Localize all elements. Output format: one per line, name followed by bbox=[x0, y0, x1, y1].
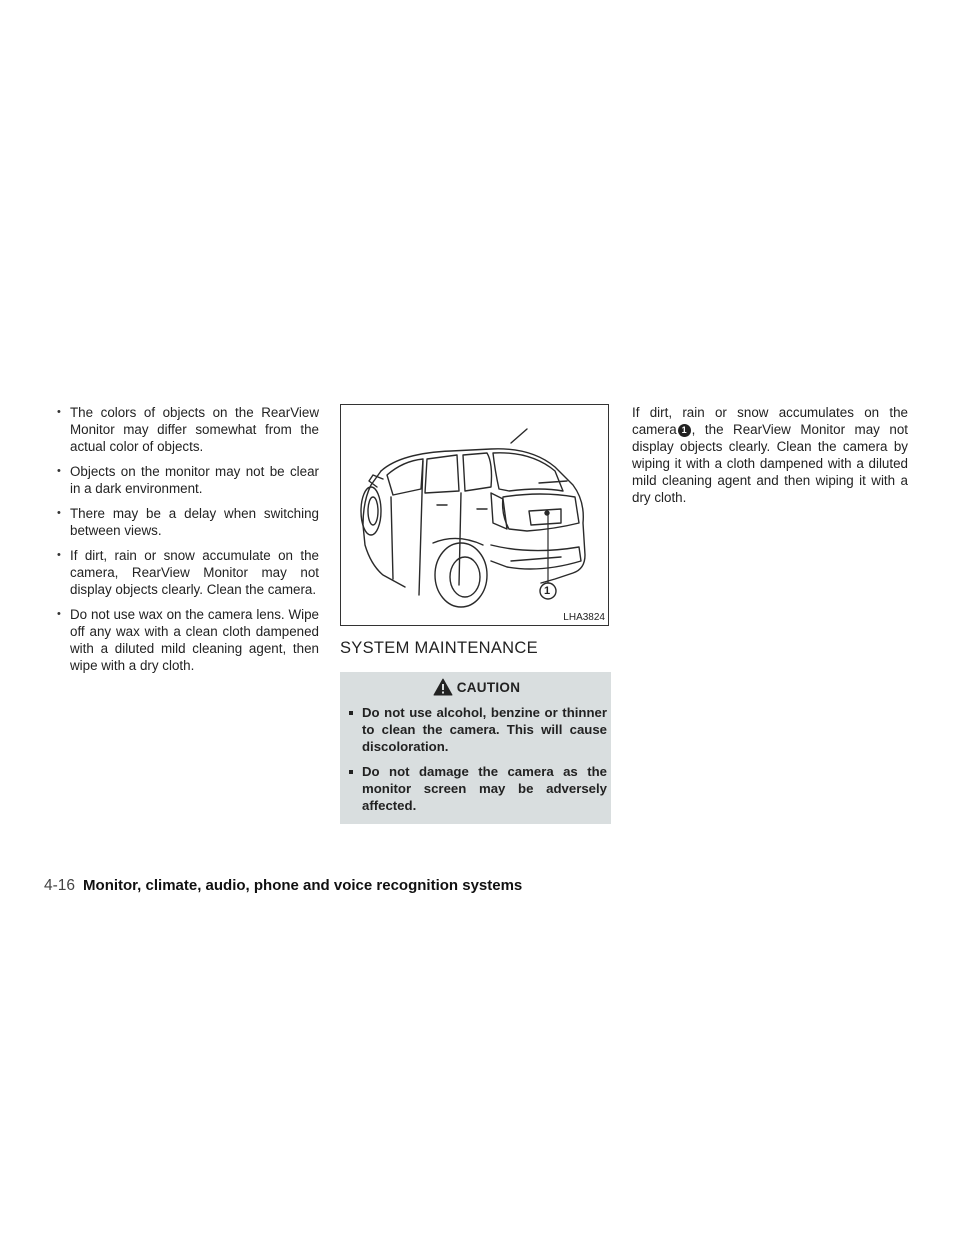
list-item: • If dirt, rain or snow accumulate on the camera, RearView Monitor may not display objects clearly. Clean the camera. bbox=[54, 547, 319, 598]
warning-triangle-icon bbox=[433, 678, 453, 696]
caution-box bbox=[340, 672, 611, 824]
left-column bbox=[54, 404, 319, 682]
page-footer bbox=[44, 877, 522, 895]
paragraph-text-2: , the RearView Monitor may not display objects clearly. Clean the camera by wiping it with a cloth dampened with a diluted mild cleaning agent and then wiping it with a dry cloth. bbox=[632, 422, 908, 505]
figure-callout: 1 bbox=[544, 585, 551, 597]
caution-title: CAUTION bbox=[456, 679, 521, 695]
section-title: SYSTEM MAINTENANCE bbox=[340, 639, 538, 657]
list-item: • Do not use wax on the camera lens. Wipe off any wax with a clean cloth dampened with a diluted mild cleaning agent, then wipe with a dry cloth. bbox=[54, 606, 319, 674]
right-column bbox=[632, 404, 908, 506]
page-number: 4-16 bbox=[44, 877, 76, 894]
car-rear-illustration-icon bbox=[341, 405, 608, 625]
bullet-list bbox=[54, 404, 319, 674]
list-item: Do not damage the camera as the monitor screen may be adversely affected. bbox=[346, 763, 607, 814]
list-item: • The colors of objects on the RearView Monitor may differ somewhat from the actual color of objects. bbox=[54, 404, 319, 455]
paragraph-text-1: If dirt, rain or snow accumulates on the camera bbox=[632, 405, 908, 437]
footer-title: Monitor, climate, audio, phone and voice recognition systems bbox=[83, 877, 523, 894]
list-item: • Objects on the monitor may not be clear in a dark environment. bbox=[54, 463, 319, 497]
car-rear-figure bbox=[340, 404, 609, 626]
maintenance-paragraph bbox=[632, 404, 908, 506]
list-item: Do not use alcohol, benzine or thinner to clean the camera. This will cause discoloration. bbox=[346, 704, 607, 755]
callout-badge: 1 bbox=[678, 424, 691, 437]
caution-header bbox=[346, 678, 607, 696]
list-item: • There may be a delay when switching between views. bbox=[54, 505, 319, 539]
middle-column bbox=[340, 404, 611, 824]
caution-list bbox=[346, 704, 607, 814]
figure-code: LHA3824 bbox=[563, 612, 605, 623]
